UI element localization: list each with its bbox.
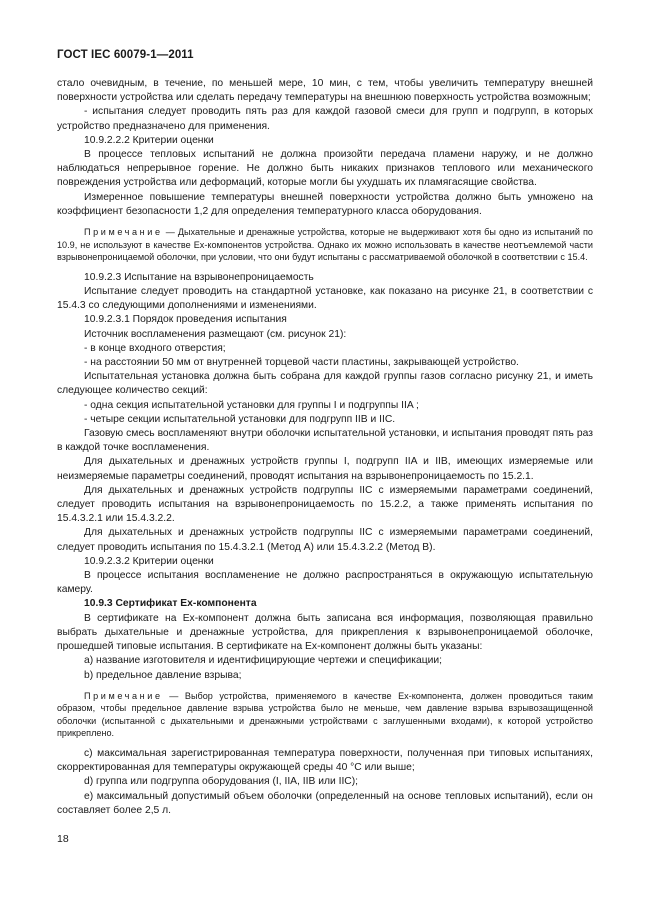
paragraph: Для дыхательных и дренажных устройств подгруппы IIC с измеряемыми параметрами соединений, следует проводить испытания по 15.4.3.2.1 (Метод А) или 15.4.3.2.2 (Метод В). [57,527,593,553]
list-item: - на расстоянии 50 мм от внутренней торцевой части пластины, закрывающей устройство. [84,357,519,369]
list-item: e) максимальный допустимый объем оболочки (определенный на основе тепловых испытаний), если он составляет более 2,5 л. [57,790,593,816]
note-label: Примечание [84,690,163,701]
list-item: a) название изготовителя и идентифицирующие чертежи и спецификации; [84,655,443,667]
note-text: — Дыхательные и дренажные устройства, которые не выдерживают хотя бы одно из испытаний по 10.9, не используют в качестве Ex-компонентов устройства. Однако их можно использовать в качестве неотъемлемой части взрывонепроницаемой оболочки, при условии, что они будут испытаны с рассматриваемой оболочкой в соответствии с 15.4. [57,227,593,263]
section-heading: 10.9.2.3 Испытание на взрывонепроницаемость [84,271,314,283]
note-text: — Выбор устройства, применяемого в качестве Ex-компонента, должен проводиться таким образом, чтобы предельное давление взрыва устройства было не меньше, чем давление взрыва взрывозащищенной оболочки (испытанной с дыхательными и дренажными устройствами с заглушенными входами), к которой устройство прикреплено. [57,690,593,739]
paragraph: Газовую смесь воспламеняют внутри оболочки испытательной установки, и испытания проводят пять раз в каждой точке воспламенения. [57,428,593,454]
page-number: 18 [57,833,69,845]
document-header: ГОСТ IEC 60079-1—2011 [57,49,194,61]
document-body [57,77,593,818]
list-item: b) предельное давление взрыва; [84,669,242,681]
list-item: - четыре секции испытательной установки для подгрупп IIB и IIC. [84,413,396,425]
paragraph: - испытания следует проводить пять раз для каждой газовой смеси для групп и подгрупп, в которых устройство предназначено для применения. [57,106,593,132]
list-item: - в конце входного отверстия; [84,342,226,354]
paragraph: стало очевидным, в течение, по меньшей мере, 10 мин, с тем, чтобы увеличить температуру внешней поверхности устройства или сделать передачу температуры на внешнюю поверхность устройства возможным; [57,78,593,104]
section-heading: 10.9.2.2.2 Критерии оценки [84,134,214,146]
paragraph: Для дыхательных и дренажных устройств подгруппы IIC с измеряемыми параметрами соединений, следует проводить испытания на взрывонепроницаемость по 15.2.2, а также применять испытания по 15.4.3.2.1 или 15.4.3.2.2. [57,484,593,525]
paragraph: Источник воспламенения размещают (см. рисунок 21): [84,328,347,340]
section-heading: 10.9.3 Сертификат Ex-компонента [84,598,257,610]
paragraph: Измеренное повышение температуры внешней поверхности устройства должно быть умножено на коэффициент безопасности 1,2 для определения температурного класса оборудования. [57,191,593,217]
paragraph: В процессе тепловых испытаний не должна произойти передача пламени наружу, и не должно наблюдаться непрерывное горение. Не должно быть никаких признаков теплового или механического повреждения устройства или деформаций, которые могли бы ухудшать их пламягасящие свойства. [57,149,593,189]
section-heading: 10.9.2.3.2 Критерии оценки [84,555,214,567]
section-heading: 10.9.2.3.1 Порядок проведения испытания [84,314,287,326]
paragraph: Для дыхательных и дренажных устройств группы I, подгрупп IIA и IIB, имеющих измеряемые или неизмеряемые параметры соединений, проводят испытания на взрывонепроницаемость по 15.2.1. [57,456,593,482]
note [57,226,593,264]
list-item: - одна секция испытательной установки для группы I и подгруппы IIA ; [84,399,419,411]
list-item: d) группа или подгруппа оборудования (I, IIA, IIB или IIC); [84,776,359,788]
note-label: Примечание [84,227,163,238]
paragraph: В процессе испытания воспламенение не должно распространяться в окружающую испытательную камеру. [57,570,593,596]
list-item: c) максимальная зарегистрированная температура поверхности, полученная при типовых испытаниях, скорректированная для температуры окружающей среды 40 °С или выше; [57,748,593,774]
paragraph: В сертификате на Ex-компонент должна быть записана вся информация, позволяющая правильно выбрать дыхательные и дренажные устройства, для прикрепления к взрывонепроницаемой оболочке, прошедшей типовые испытания. В сертификате на Ex-компонент должны быть указаны: [57,612,593,653]
paragraph: Испытание следует проводить на стандартной установке, как показано на рисунке 21, в соответствии с 15.4.3 со следующими дополнениями и изменениями. [57,286,593,312]
paragraph: Испытательная установка должна быть собрана для каждой группы газов согласно рисунку 21, и иметь следующее количество секций: [57,371,593,397]
note [57,690,593,740]
